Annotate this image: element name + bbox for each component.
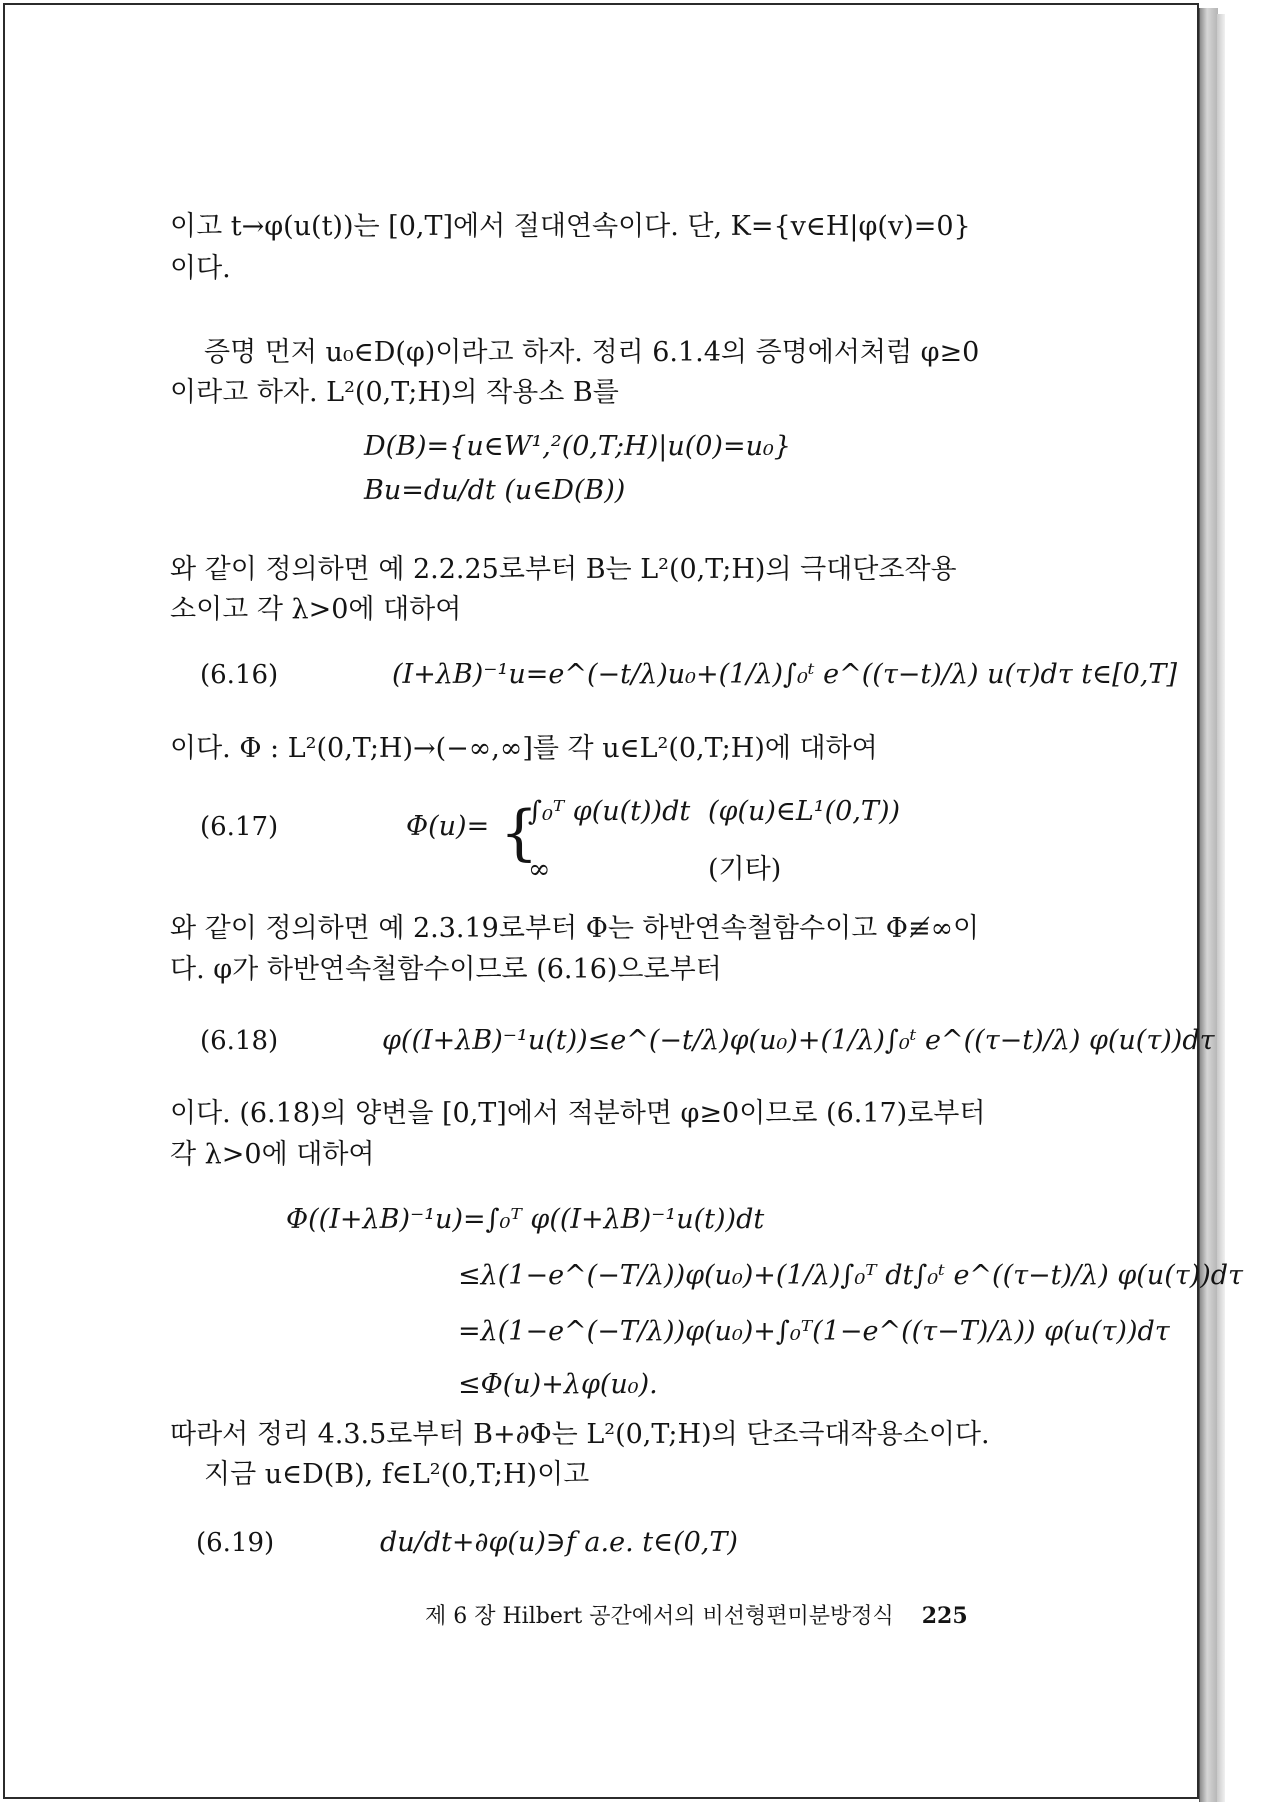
equation-6-16: (I+λB)⁻¹u=e^(−t/λ)u₀+(1/λ)∫₀ᵗ e^((τ−t)/λ) u(τ)dτ t∈[0,T] [392, 659, 1177, 690]
equation-6-17-cond2: (기타) [708, 854, 782, 885]
page-number: 225 [921, 1603, 968, 1629]
equation-6-17-case2: ∞ [528, 854, 551, 885]
equation-number: (6.16) [200, 660, 279, 690]
inequality-line-1: Φ((I+λB)⁻¹u)=∫₀ᵀ φ((I+λB)⁻¹u(t))dt [286, 1204, 765, 1235]
equation-6-17-lhs: Φ(u)= [406, 811, 490, 842]
equation-6-17-case1: ∫₀ᵀ φ(u(t))dt [528, 796, 691, 827]
equation-number: (6.17) [200, 812, 279, 842]
text-line: 이다. Φ : L²(0,T;H)→(−∞,∞]를 각 u∈L²(0,T;H)에 대하여 [170, 733, 878, 764]
text-line: 소이고 각 λ>0에 대하여 [170, 594, 462, 625]
inequality-line-3: =λ(1−e^(−T/λ))φ(u₀)+∫₀ᵀ(1−e^((τ−T)/λ)) φ(u(τ))dτ [458, 1316, 1170, 1347]
inequality-line-2: ≤λ(1−e^(−T/λ))φ(u₀)+(1/λ)∫₀ᵀ dt∫₀ᵗ e^((τ−t)/λ) φ(u(τ))dτ [458, 1260, 1243, 1291]
page-edge-shadow [1199, 8, 1218, 1802]
page-edge-highlight [1217, 14, 1225, 1802]
equation-number: (6.19) [196, 1528, 275, 1558]
text-line: 다. φ가 하반연속철함수이므로 (6.16)으로부터 [170, 954, 722, 985]
running-header: 제 6 장 Hilbert 공간에서의 비선형편미분방정식 [425, 1604, 894, 1629]
equation-6-18: φ((I+λB)⁻¹u(t))≤e^(−t/λ)φ(u₀)+(1/λ)∫₀ᵗ e^((τ−t)/λ) φ(u(τ))dτ [382, 1025, 1215, 1056]
equation-number: (6.18) [200, 1026, 279, 1056]
text-line: 이고 t→φ(u(t))는 [0,T]에서 절대연속이다. 단, K={v∈H|φ(v)=0} [170, 211, 971, 242]
text-line: 와 같이 정의하면 예 2.2.25로부터 B는 L²(0,T;H)의 극대단조작용 [170, 554, 957, 585]
text-line: 이다. [170, 253, 231, 284]
proof-line: 증명 먼저 u₀∈D(φ)이라고 하자. 정리 6.1.4의 증명에서처럼 φ≥0 [204, 337, 980, 368]
equation-6-19: du/dt+∂φ(u)∋f a.e. t∈(0,T) [380, 1527, 738, 1558]
text-line: 지금 u∈D(B), f∈L²(0,T;H)이고 [204, 1459, 590, 1490]
brace: { [500, 798, 539, 868]
page-footer [425, 1601, 968, 1632]
text-line: 이라고 하자. L²(0,T;H)의 작용소 B를 [170, 377, 619, 408]
display-domain-B: D(B)={u∈W¹,²(0,T;H)|u(0)=u₀} [364, 431, 791, 462]
display-Bu: Bu=du/dt (u∈D(B)) [364, 475, 626, 506]
inequality-line-4: ≤Φ(u)+λφ(u₀). [458, 1369, 658, 1400]
text-line: 각 λ>0에 대하여 [170, 1139, 375, 1170]
equation-6-17-cond1: (φ(u)∈L¹(0,T)) [708, 796, 901, 827]
text-line: 와 같이 정의하면 예 2.3.19로부터 Φ는 하반연속철함수이고 Φ≢∞이 [170, 913, 980, 944]
text-line: 이다. (6.18)의 양변을 [0,T]에서 적분하면 φ≥0이므로 (6.17)로부터 [170, 1098, 986, 1129]
text-line: 따라서 정리 4.3.5로부터 B+∂Φ는 L²(0,T;H)의 단조극대작용소이다. [170, 1419, 990, 1450]
